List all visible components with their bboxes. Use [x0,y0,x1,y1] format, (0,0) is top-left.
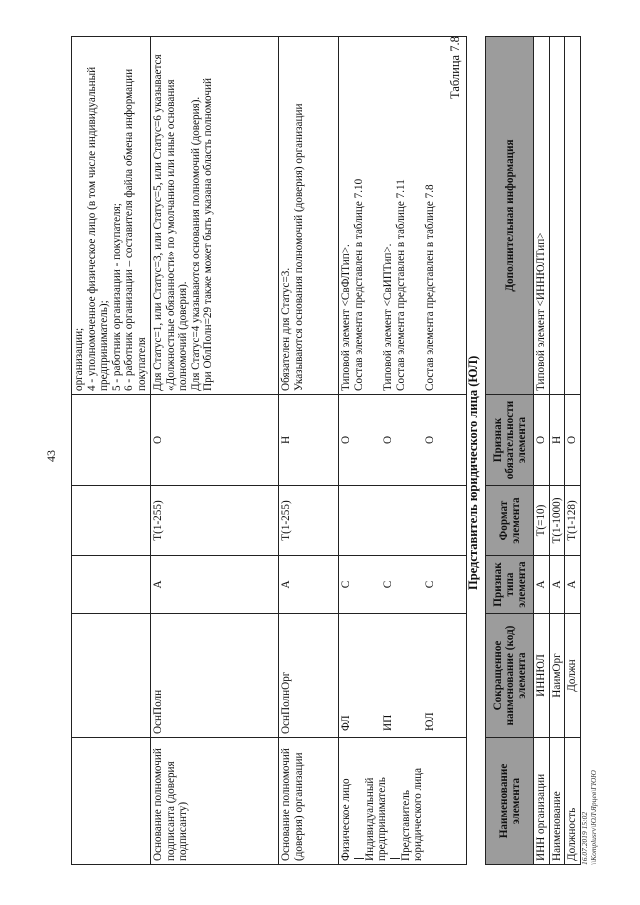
table-row [279,37,339,865]
cell-info [151,37,279,395]
cell-info [279,37,339,395]
cell-name [72,738,151,865]
info-ip: Типовой элемент <СвИПТип>. Состав элемента представлен в таблице 7.11 [382,179,407,391]
cell-name: Наименование [549,738,565,865]
cell-type: А [565,556,581,614]
cell-type: А [151,556,279,614]
cell-code: НаимОрг [549,614,565,738]
footer-date: 16.07.2019 15:02 [580,811,589,865]
page-number: 43 [44,450,58,462]
cell-type [72,556,151,614]
footer-stamp [580,770,598,865]
cell-code: ИННЮЛ [534,614,550,738]
cell-required [339,395,467,486]
cell-required: О [151,395,279,486]
code-fl: ФЛ [340,715,352,731]
cell-name: Основание полномочий подписанта (доверия подписанту) [151,738,279,865]
cell-required: О [565,395,581,486]
cell-type: А [549,556,565,614]
header-info: Дополнительная информация [486,37,534,395]
cell-format: T(1-128) [565,486,581,556]
header-code: Сокращенное наименование (код) элемента [486,614,534,738]
cell-info [549,37,565,395]
label-fl: Физическое лицо [340,778,352,861]
cell-format: T(1-255) [151,486,279,556]
type-ip: С [382,580,394,589]
code-ip: ИП [382,714,394,731]
req-ip: О [382,435,394,445]
cell-name [339,738,467,865]
table-title: Представитель юридического лица (ЮЛ) [466,355,480,590]
legal-entity-representative-table [485,36,581,865]
table-row [151,37,279,865]
cell-required: О [534,395,550,486]
info-line: Для Статус=1, или Статус=3, или Статус=5, или Статус=6 указывается «Должностные обязанности» по умолчанию или иные основания полномочий (доверия). Для Статус=4 указываются основания полномочий (доверия). При ОблПолн=29 также может быть указана область полномочий [152,54,215,391]
req-fl: О [340,435,352,445]
type-ul: С [424,580,436,589]
code-ul: ЮЛ [424,712,436,731]
cell-name: ИНН организации [534,738,550,865]
elements-table-continued [71,36,467,865]
cell-info [72,37,151,395]
info-fl: Типовой элемент <СвФЛТип>. Состав элемента представлен в таблице 7.10 [340,178,365,391]
cell-format: T(=10) [534,486,550,556]
divider [354,857,364,859]
cell-name: Должность [565,738,581,865]
label-ip: Индивидуальный предприниматель [363,777,389,861]
header-row [486,37,534,865]
cell-name: Основание полномочий (доверия) организации [279,738,339,865]
cell-code: ОснПолнОрг [279,614,339,738]
table-row [549,37,565,865]
cell-format [339,486,467,556]
table-row [534,37,550,865]
header-format: Формат элемента [486,486,534,556]
cell-format: T(1-255) [279,486,339,556]
table-label: Таблица 7.8 [448,36,462,99]
cell-type [339,556,467,614]
cell-format: T(1-1000) [549,486,565,556]
type-fl: С [340,580,352,589]
cell-required: Н [279,395,339,486]
label-ul: Представитель юридического лица [399,767,425,861]
cell-info: Типовой элемент <ИННЮЛТип> [534,37,550,395]
cell-type: А [534,556,550,614]
req-ul: О [424,435,436,445]
cell-code [72,614,151,738]
cell-required: Н [549,395,565,486]
table-row [72,37,151,865]
header-type: Признак типа элемента [486,556,534,614]
footer-path: \\Komplusrv\ЮЛ\Ярцев\ГЮЮ [589,770,598,865]
cell-code [339,614,467,738]
cell-required [72,395,151,486]
info-line: организации; 4 - уполномоченное физическое лицо (в том числе индивидуальный предприниматель); 5 - работник организации - покупателя; 6 - работник организации – составителя файла обмена информации покупателя [73,66,148,391]
header-required: Признак обязательности элемента [486,395,534,486]
header-name: Наименование элемента [486,738,534,865]
divider [390,857,400,859]
cell-format [72,486,151,556]
info-ul: Состав элемента представлен в таблице 7.8 [424,184,436,391]
cell-type: А [279,556,339,614]
info-line: Обязателен для Статус=3. Указываются основания полномочий (доверия) организации [280,103,305,391]
table-row [339,37,467,865]
cell-code: ОснПолн [151,614,279,738]
table-row [565,37,581,865]
cell-info [565,37,581,395]
cell-code: Должн [565,614,581,738]
